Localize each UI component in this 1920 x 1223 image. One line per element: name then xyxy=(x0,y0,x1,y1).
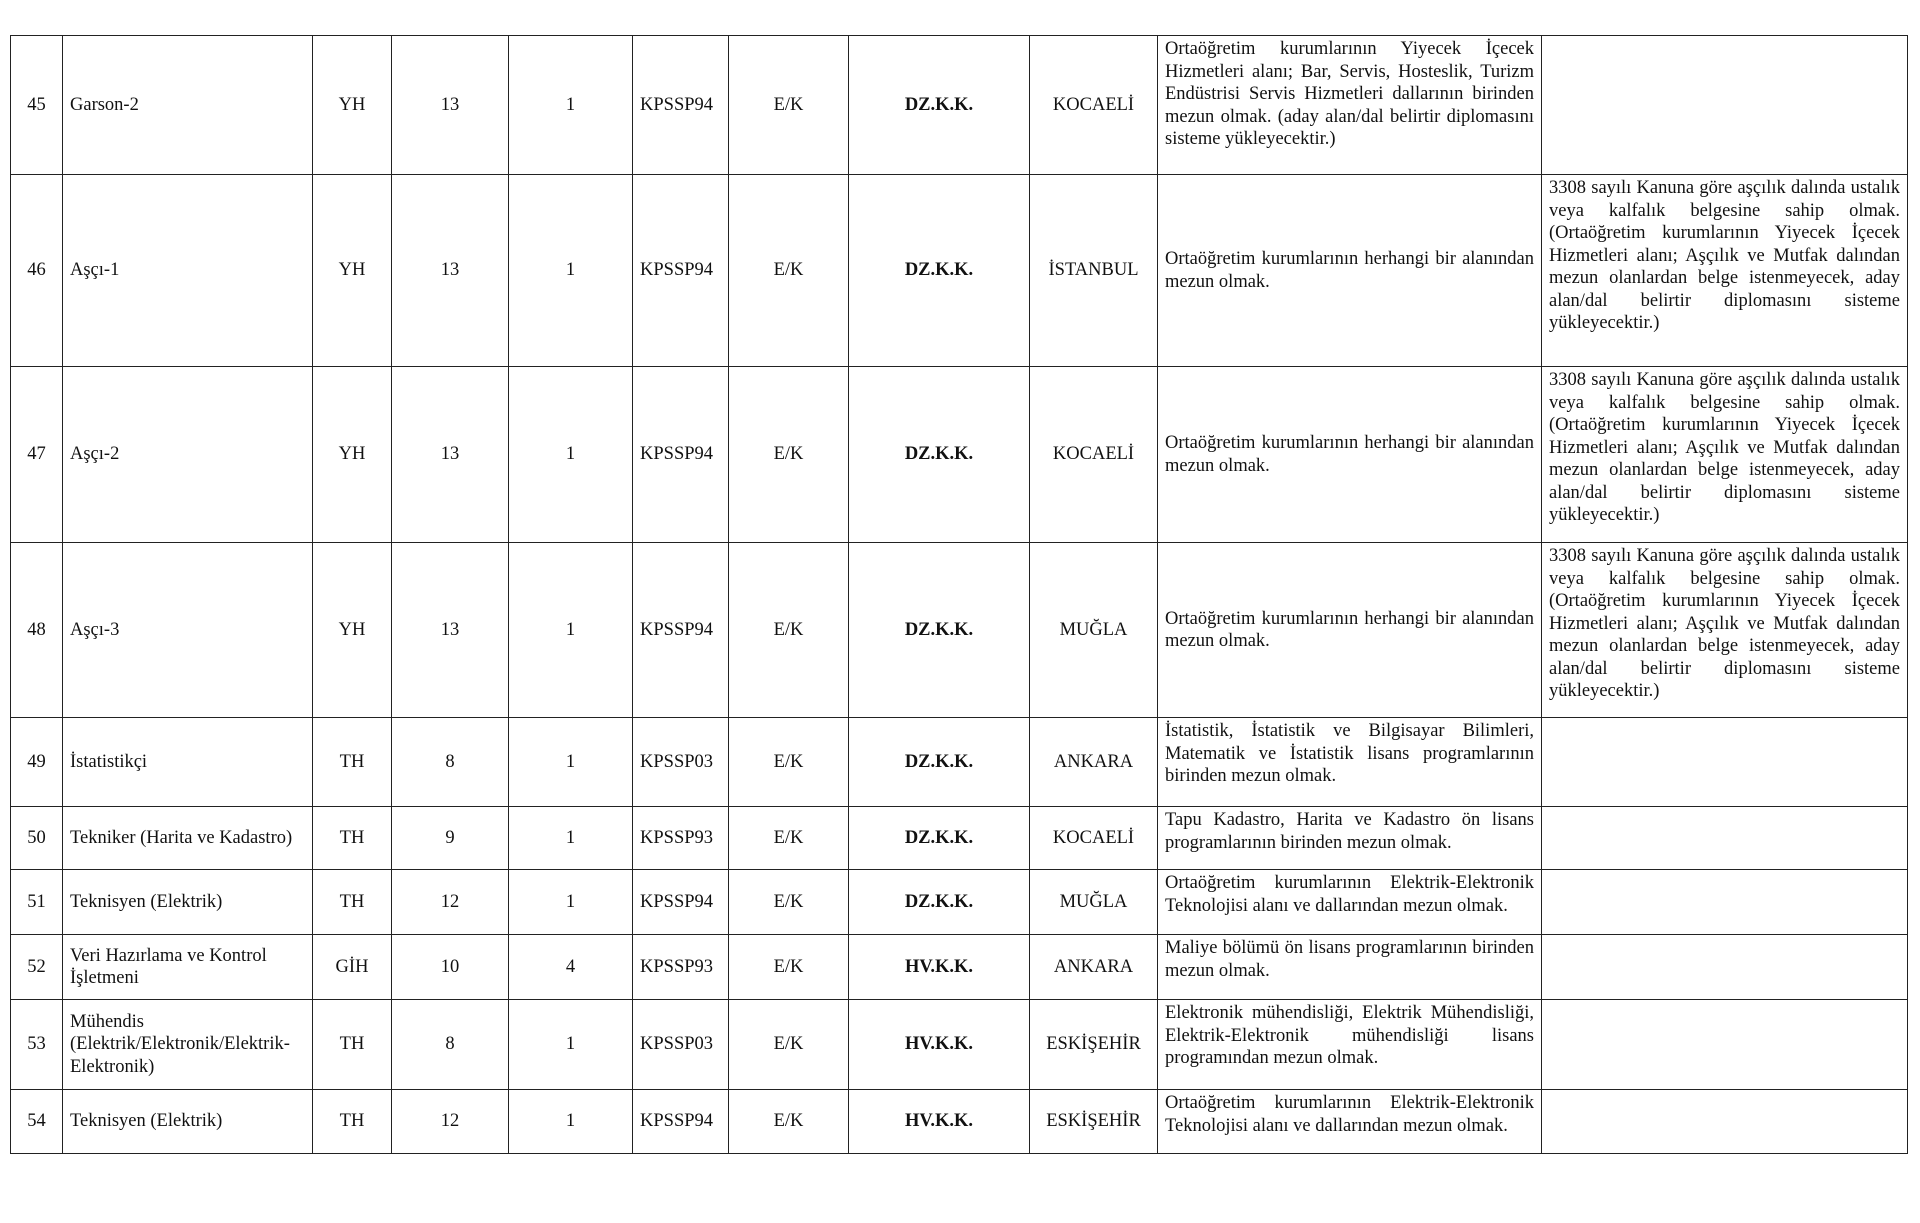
staff-type-cell: YH xyxy=(313,543,392,718)
table-row xyxy=(11,175,1908,367)
unit-cell: DZ.K.K. xyxy=(849,807,1030,870)
position-title-cell: Garson-2 xyxy=(63,36,313,175)
city-cell: KOCAELİ xyxy=(1030,36,1158,175)
city-cell: ANKARA xyxy=(1030,718,1158,807)
position-title-cell: İstatistikçi xyxy=(63,718,313,807)
city-cell: KOCAELİ xyxy=(1030,807,1158,870)
grade-cell: 8 xyxy=(392,1000,509,1090)
staff-type-cell: YH xyxy=(313,367,392,543)
staff-type-cell: TH xyxy=(313,807,392,870)
city-cell: MUĞLA xyxy=(1030,870,1158,935)
notes-cell: 3308 sayılı Kanuna göre aşçılık dalında ustalık veya kalfalık belgesine sahip olmak. (Ortaöğretim kurumlarının Yiyecek İçecek Hizmetleri alanı; Aşçılık ve Mutfak dalından mezun olanlardan belge istenmeyecek, aday alan/dal belirtir diplomasını sisteme yükleyecektir.) xyxy=(1542,175,1908,367)
gender-cell: E/K xyxy=(729,543,849,718)
notes-cell xyxy=(1542,935,1908,1000)
kpss-score-type-cell: KPSSP94 xyxy=(633,36,729,175)
grade-cell: 13 xyxy=(392,543,509,718)
table-row xyxy=(11,807,1908,870)
notes-cell xyxy=(1542,807,1908,870)
unit-cell: DZ.K.K. xyxy=(849,718,1030,807)
staff-type-cell: YH xyxy=(313,175,392,367)
notes-cell: 3308 sayılı Kanuna göre aşçılık dalında ustalık veya kalfalık belgesine sahip olmak. (Ortaöğretim kurumlarının Yiyecek İçecek Hizmetleri alanı; Aşçılık ve Mutfak dalından mezun olanlardan belge istenmeyecek, aday alan/dal belirtir diplomasını sisteme yükleyecektir.) xyxy=(1542,543,1908,718)
gender-cell: E/K xyxy=(729,1000,849,1090)
kpss-score-type-cell: KPSSP03 xyxy=(633,1000,729,1090)
position-title-cell: Mühendis (Elektrik/Elektronik/Elektrik-Elektronik) xyxy=(63,1000,313,1090)
position-title-cell: Tekniker (Harita ve Kadastro) xyxy=(63,807,313,870)
staff-type-cell: YH xyxy=(313,36,392,175)
kpss-score-type-cell: KPSSP94 xyxy=(633,175,729,367)
staff-type-cell: GİH xyxy=(313,935,392,1000)
gender-cell: E/K xyxy=(729,367,849,543)
city-cell: ESKİŞEHİR xyxy=(1030,1000,1158,1090)
position-count-cell: 1 xyxy=(509,543,633,718)
staff-type-cell: TH xyxy=(313,718,392,807)
position-count-cell: 1 xyxy=(509,367,633,543)
staff-type-cell: TH xyxy=(313,1090,392,1154)
notes-cell xyxy=(1542,36,1908,175)
gender-cell: E/K xyxy=(729,935,849,1000)
gender-cell: E/K xyxy=(729,807,849,870)
education-requirement-cell: Ortaöğretim kurumlarının herhangi bir alanından mezun olmak. xyxy=(1158,175,1542,367)
city-cell: İSTANBUL xyxy=(1030,175,1158,367)
position-title-cell: Aşçı-3 xyxy=(63,543,313,718)
gender-cell: E/K xyxy=(729,718,849,807)
row-number-cell: 53 xyxy=(11,1000,63,1090)
education-requirement-cell: Ortaöğretim kurumlarının herhangi bir alanından mezun olmak. xyxy=(1158,367,1542,543)
position-title-cell: Teknisyen (Elektrik) xyxy=(63,870,313,935)
position-title-cell: Aşçı-2 xyxy=(63,367,313,543)
unit-cell: DZ.K.K. xyxy=(849,36,1030,175)
positions-table xyxy=(10,35,1908,1154)
unit-cell: DZ.K.K. xyxy=(849,870,1030,935)
education-requirement-cell: Ortaöğretim kurumlarının Yiyecek İçecek Hizmetleri alanı; Bar, Servis, Hosteslik, Turizm Endüstrisi Servis Hizmetleri dallarının birinden mezun olmak. (aday alan/dal belirtir diplomasını sisteme yükleyecektir.) xyxy=(1158,36,1542,175)
unit-cell: DZ.K.K. xyxy=(849,367,1030,543)
education-requirement-cell: Maliye bölümü ön lisans programlarının birinden mezun olmak. xyxy=(1158,935,1542,1000)
unit-cell: HV.K.K. xyxy=(849,1090,1030,1154)
city-cell: MUĞLA xyxy=(1030,543,1158,718)
gender-cell: E/K xyxy=(729,175,849,367)
kpss-score-type-cell: KPSSP93 xyxy=(633,807,729,870)
row-number-cell: 50 xyxy=(11,807,63,870)
education-requirement-cell: İstatistik, İstatistik ve Bilgisayar Bilimleri, Matematik ve İstatistik lisans programlarının birinden mezun olmak. xyxy=(1158,718,1542,807)
position-count-cell: 1 xyxy=(509,175,633,367)
position-count-cell: 1 xyxy=(509,36,633,175)
notes-cell xyxy=(1542,1000,1908,1090)
gender-cell: E/K xyxy=(729,36,849,175)
notes-cell xyxy=(1542,870,1908,935)
row-number-cell: 52 xyxy=(11,935,63,1000)
position-count-cell: 1 xyxy=(509,870,633,935)
position-count-cell: 1 xyxy=(509,1000,633,1090)
position-title-cell: Teknisyen (Elektrik) xyxy=(63,1090,313,1154)
unit-cell: HV.K.K. xyxy=(849,935,1030,1000)
grade-cell: 8 xyxy=(392,718,509,807)
grade-cell: 10 xyxy=(392,935,509,1000)
table-row xyxy=(11,870,1908,935)
notes-cell xyxy=(1542,1090,1908,1154)
gender-cell: E/K xyxy=(729,870,849,935)
row-number-cell: 51 xyxy=(11,870,63,935)
grade-cell: 13 xyxy=(392,367,509,543)
notes-cell: 3308 sayılı Kanuna göre aşçılık dalında ustalık veya kalfalık belgesine sahip olmak. (Ortaöğretim kurumlarının Yiyecek İçecek Hizmetleri alanı; Aşçılık ve Mutfak dalından mezun olanlardan belge istenmeyecek, aday alan/dal belirtir diplomasını sisteme yükleyecektir.) xyxy=(1542,367,1908,543)
unit-cell: DZ.K.K. xyxy=(849,543,1030,718)
kpss-score-type-cell: KPSSP94 xyxy=(633,543,729,718)
grade-cell: 13 xyxy=(392,175,509,367)
kpss-score-type-cell: KPSSP94 xyxy=(633,1090,729,1154)
education-requirement-cell: Ortaöğretim kurumlarının herhangi bir alanından mezun olmak. xyxy=(1158,543,1542,718)
education-requirement-cell: Tapu Kadastro, Harita ve Kadastro ön lisans programlarının birinden mezun olmak. xyxy=(1158,807,1542,870)
grade-cell: 9 xyxy=(392,807,509,870)
table-row xyxy=(11,718,1908,807)
kpss-score-type-cell: KPSSP94 xyxy=(633,367,729,543)
unit-cell: DZ.K.K. xyxy=(849,175,1030,367)
table-row xyxy=(11,36,1908,175)
kpss-score-type-cell: KPSSP94 xyxy=(633,870,729,935)
staff-type-cell: TH xyxy=(313,1000,392,1090)
kpss-score-type-cell: KPSSP03 xyxy=(633,718,729,807)
table-row xyxy=(11,935,1908,1000)
grade-cell: 12 xyxy=(392,870,509,935)
row-number-cell: 54 xyxy=(11,1090,63,1154)
row-number-cell: 46 xyxy=(11,175,63,367)
row-number-cell: 45 xyxy=(11,36,63,175)
city-cell: ANKARA xyxy=(1030,935,1158,1000)
row-number-cell: 49 xyxy=(11,718,63,807)
education-requirement-cell: Elektronik mühendisliği, Elektrik Mühendisliği, Elektrik-Elektronik mühendisliği lisans programından mezun olmak. xyxy=(1158,1000,1542,1090)
position-title-cell: Veri Hazırlama ve Kontrol İşletmeni xyxy=(63,935,313,1000)
table-row xyxy=(11,1000,1908,1090)
grade-cell: 12 xyxy=(392,1090,509,1154)
row-number-cell: 47 xyxy=(11,367,63,543)
position-count-cell: 1 xyxy=(509,1090,633,1154)
table-row xyxy=(11,367,1908,543)
staff-type-cell: TH xyxy=(313,870,392,935)
row-number-cell: 48 xyxy=(11,543,63,718)
table-row xyxy=(11,1090,1908,1154)
gender-cell: E/K xyxy=(729,1090,849,1154)
city-cell: ESKİŞEHİR xyxy=(1030,1090,1158,1154)
position-title-cell: Aşçı-1 xyxy=(63,175,313,367)
education-requirement-cell: Ortaöğretim kurumlarının Elektrik-Elektronik Teknolojisi alanı ve dallarından mezun olmak. xyxy=(1158,1090,1542,1154)
table-row xyxy=(11,543,1908,718)
position-count-cell: 4 xyxy=(509,935,633,1000)
grade-cell: 13 xyxy=(392,36,509,175)
position-count-cell: 1 xyxy=(509,807,633,870)
position-count-cell: 1 xyxy=(509,718,633,807)
unit-cell: HV.K.K. xyxy=(849,1000,1030,1090)
education-requirement-cell: Ortaöğretim kurumlarının Elektrik-Elektronik Teknolojisi alanı ve dallarından mezun olmak. xyxy=(1158,870,1542,935)
notes-cell xyxy=(1542,718,1908,807)
city-cell: KOCAELİ xyxy=(1030,367,1158,543)
kpss-score-type-cell: KPSSP93 xyxy=(633,935,729,1000)
